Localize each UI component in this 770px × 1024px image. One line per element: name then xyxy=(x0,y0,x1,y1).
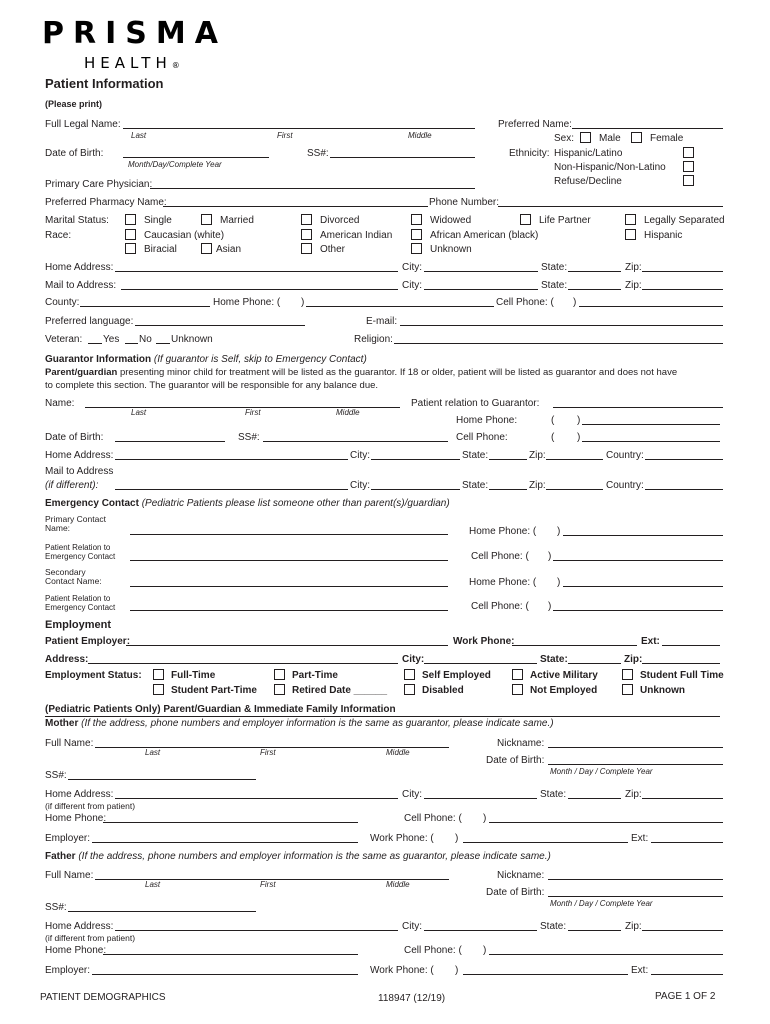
guarantor-relation-field[interactable] xyxy=(553,407,723,408)
guarantor-city-field[interactable] xyxy=(371,459,460,460)
preferred-name-label: Preferred Name: xyxy=(498,119,572,130)
primary-cell-phone-label: Cell Phone: ( xyxy=(471,551,529,562)
emergency-heading xyxy=(45,498,450,509)
secondary-relation-line1: Patient Relation to xyxy=(45,594,111,603)
pharmacy-field[interactable] xyxy=(163,206,428,207)
emergency-heading-text: Emergency Contact xyxy=(45,498,139,509)
footer-right: PAGE 1 OF 2 xyxy=(655,991,716,1002)
veteran-yes-label: Yes xyxy=(103,334,120,345)
work-phone-label: Work Phone: xyxy=(453,636,515,647)
employer-address-label: Address: xyxy=(45,654,89,665)
ethnicity-label: Ethnicity: xyxy=(509,148,550,159)
student-part-time-label: Student Part-Time xyxy=(171,685,257,696)
home-state-label: State: xyxy=(541,262,568,273)
guarantor-home-phone-paren-close: ) xyxy=(577,415,581,426)
home-phone-paren: ) xyxy=(301,297,305,308)
full-legal-name-field[interactable] xyxy=(123,128,475,129)
home-phone-label: Home Phone: ( xyxy=(213,297,281,308)
veteran-unknown-label: Unknown xyxy=(171,334,213,345)
ext-label: Ext: xyxy=(641,636,660,647)
father-dob-label: Date of Birth: xyxy=(486,887,545,898)
primary-contact-line2: Name: xyxy=(45,523,71,533)
non-hispanic-label: Non-Hispanic/Non-Latino xyxy=(554,162,666,173)
father-ss-label: SS#: xyxy=(45,902,67,913)
religion-label: Religion: xyxy=(354,334,393,345)
mother-home-address-label: Home Address: xyxy=(45,789,114,800)
father-full-name-label: Full Name: xyxy=(45,870,94,881)
retired-checkbox[interactable] xyxy=(274,684,285,695)
guarantor-mail-country-label: Country: xyxy=(606,480,644,491)
hispanic-race-label: Hispanic xyxy=(644,230,683,241)
mother-middle-caption: Middle xyxy=(386,748,410,757)
footer-center: 118947 (12/19) xyxy=(378,993,446,1004)
father-if-different-label: (if different from patient) xyxy=(45,933,136,943)
single-label: Single xyxy=(144,215,172,226)
guarantor-mail-country-field[interactable] xyxy=(645,489,723,490)
secondary-home-phone-paren: ) xyxy=(557,577,561,588)
widowed-label: Widowed xyxy=(430,215,472,226)
pediatric-heading: (Pediatric Patients Only) Parent/Guardian & Immediate Family Information xyxy=(45,704,396,715)
phone-number-field[interactable] xyxy=(498,206,723,207)
mail-city-field[interactable] xyxy=(424,289,538,290)
father-first-caption: First xyxy=(260,880,276,889)
mother-heading-text: Mother xyxy=(45,718,79,729)
guarantor-heading-text: Guarantor Information xyxy=(45,354,152,365)
primary-home-phone-paren: ) xyxy=(557,526,561,537)
guarantor-home-phone-paren-open: ( xyxy=(551,415,555,426)
primary-home-phone-field[interactable] xyxy=(563,535,723,536)
hispanic-race-checkbox[interactable] xyxy=(625,229,636,240)
guarantor-heading-note: (If guarantor is Self, skip to Emergency Contact) xyxy=(153,354,367,365)
unknown-employment-label: Unknown xyxy=(640,685,685,696)
dob-caption: Month/Day/Complete Year xyxy=(128,160,222,169)
veteran-label: Veteran: xyxy=(45,334,83,345)
primary-relation-field[interactable] xyxy=(130,560,448,561)
guarantor-mail-state-label: State: xyxy=(462,480,489,491)
secondary-contact-field[interactable] xyxy=(130,586,448,587)
primary-contact-label xyxy=(45,515,106,533)
single-checkbox[interactable] xyxy=(125,214,136,225)
secondary-home-phone-field[interactable] xyxy=(563,586,723,587)
home-city-field[interactable] xyxy=(424,271,538,272)
unknown-race-checkbox[interactable] xyxy=(411,243,422,254)
mother-zip-label: Zip: xyxy=(625,789,642,800)
guarantor-middle-caption: Middle xyxy=(336,408,360,417)
secondary-contact-line1: Secondary xyxy=(45,567,86,577)
full-time-checkbox[interactable] xyxy=(153,669,164,680)
mother-work-phone-paren: ) xyxy=(455,833,459,844)
pharmacy-label: Preferred Pharmacy Name: xyxy=(45,197,167,208)
email-field[interactable] xyxy=(400,325,723,326)
american-indian-checkbox[interactable] xyxy=(301,229,312,240)
father-home-address-field[interactable] xyxy=(115,930,398,931)
guarantor-home-phone-label: Home Phone: xyxy=(456,415,518,426)
please-print: (Please print) xyxy=(45,99,103,109)
guarantor-state-label: State: xyxy=(462,450,489,461)
parent-guardian-bold: Parent/guardian xyxy=(45,367,118,378)
father-home-address-label: Home Address: xyxy=(45,921,114,932)
veteran-unknown-field[interactable] xyxy=(156,343,170,344)
full-legal-name-label: Full Legal Name: xyxy=(45,119,121,130)
father-heading-note: (If the address, phone numbers and employer information is the same as guarantor, please indicate same.) xyxy=(78,851,551,862)
secondary-home-phone-label: Home Phone: ( xyxy=(469,577,537,588)
mail-zip-field[interactable] xyxy=(642,289,723,290)
employment-heading: Employment xyxy=(45,619,112,631)
married-label: Married xyxy=(220,215,254,226)
guarantor-cell-phone-field[interactable] xyxy=(582,441,720,442)
disabled-label: Disabled xyxy=(422,685,464,696)
mail-to-field[interactable] xyxy=(121,289,398,290)
mother-home-phone-label: Home Phone: xyxy=(45,813,107,824)
guarantor-country-field[interactable] xyxy=(645,459,723,460)
pcp-field[interactable] xyxy=(150,188,475,189)
veteran-no-field[interactable] xyxy=(125,343,138,344)
sex-label: Sex: xyxy=(554,133,575,144)
employer-zip-label: Zip: xyxy=(624,654,643,665)
mother-state-label: State: xyxy=(540,789,567,800)
employer-field[interactable] xyxy=(126,645,448,646)
secondary-relation-line2: Emergency Contact xyxy=(45,603,116,612)
veteran-yes-field[interactable] xyxy=(88,343,102,344)
county-field[interactable] xyxy=(80,306,210,307)
dob-field[interactable] xyxy=(123,157,269,158)
guarantor-home-address-field[interactable] xyxy=(115,459,348,460)
mother-dob-field[interactable] xyxy=(548,764,723,765)
asian-label: Asian xyxy=(216,244,242,255)
guarantor-dob-label: Date of Birth: xyxy=(45,432,104,443)
home-zip-label: Zip: xyxy=(625,262,642,273)
mother-ss-field[interactable] xyxy=(68,779,256,780)
marital-status-label: Marital Status: xyxy=(45,215,109,226)
mother-full-name-label: Full Name: xyxy=(45,738,94,749)
home-zip-field[interactable] xyxy=(642,271,723,272)
mother-state-field[interactable] xyxy=(568,798,621,799)
mother-heading-note: (If the address, phone numbers and employer information is the same as guarantor, please indicate same.) xyxy=(81,718,554,729)
primary-relation-label xyxy=(45,543,115,561)
guarantor-text-2: to complete this section. The guarantor will be responsible for any balance due. xyxy=(45,380,379,391)
widowed-checkbox[interactable] xyxy=(411,214,422,225)
guarantor-country-label: Country: xyxy=(606,450,644,461)
secondary-cell-phone-field[interactable] xyxy=(553,610,723,611)
mother-cell-phone-field[interactable] xyxy=(489,822,723,823)
self-employed-label: Self Employed xyxy=(422,670,491,681)
divorced-checkbox[interactable] xyxy=(301,214,312,225)
legally-separated-checkbox[interactable] xyxy=(625,214,636,225)
phone-number-label: Phone Number: xyxy=(429,197,500,208)
active-military-label: Active Military xyxy=(530,670,598,681)
guarantor-text-1-body: presenting minor child for treatment will be listed as the guarantor. If 18 or older, patient will be listed as guarantor and does not have xyxy=(119,367,678,378)
secondary-contact-line2: Contact Name: xyxy=(45,576,102,586)
father-zip-field[interactable] xyxy=(642,930,723,931)
non-hispanic-checkbox[interactable] xyxy=(683,161,694,172)
home-address-field[interactable] xyxy=(115,271,398,272)
female-label: Female xyxy=(650,133,684,144)
mail-to-label: Mail to Address: xyxy=(45,280,117,291)
footer-left: PATIENT DEMOGRAPHICS xyxy=(40,992,166,1003)
father-heading xyxy=(45,851,551,862)
american-indian-label: American Indian xyxy=(320,230,393,241)
father-state-label: State: xyxy=(540,921,567,932)
married-checkbox[interactable] xyxy=(201,214,212,225)
life-partner-label: Life Partner xyxy=(539,215,591,226)
county-label: County: xyxy=(45,297,80,308)
first-caption: First xyxy=(277,131,293,140)
mother-nickname-field[interactable] xyxy=(548,747,723,748)
mother-last-caption: Last xyxy=(145,748,161,757)
student-part-time-checkbox[interactable] xyxy=(153,684,164,695)
father-work-phone-field[interactable] xyxy=(463,974,628,975)
home-state-field[interactable] xyxy=(568,271,621,272)
mother-home-phone-field[interactable] xyxy=(103,822,358,823)
ss-label: SS#: xyxy=(307,148,329,159)
mother-ext-field[interactable] xyxy=(651,842,723,843)
life-partner-checkbox[interactable] xyxy=(520,214,531,225)
refuse-label: Refuse/Decline xyxy=(554,176,622,187)
religion-field[interactable] xyxy=(394,343,723,344)
employment-status-label: Employment Status: xyxy=(45,670,142,681)
father-work-phone-paren: ) xyxy=(455,965,459,976)
hispanic-checkbox[interactable] xyxy=(683,147,694,158)
guarantor-home-address-label: Home Address: xyxy=(45,450,114,461)
guarantor-heading xyxy=(45,354,367,365)
mother-zip-field[interactable] xyxy=(642,798,723,799)
father-ext-label: Ext: xyxy=(631,965,649,976)
primary-home-phone-label: Home Phone: ( xyxy=(469,526,537,537)
father-dob-caption: Month / Day / Complete Year xyxy=(550,899,653,908)
logo-health-text: HEALTH xyxy=(84,54,172,72)
biracial-checkbox[interactable] xyxy=(125,243,136,254)
guarantor-mail-address-field[interactable] xyxy=(115,489,348,490)
unknown-race-label: Unknown xyxy=(430,244,472,255)
male-label: Male xyxy=(599,133,621,144)
primary-relation-line1: Patient Relation to xyxy=(45,543,111,552)
male-checkbox[interactable] xyxy=(580,132,591,143)
last-caption: Last xyxy=(131,131,147,140)
female-checkbox[interactable] xyxy=(631,132,642,143)
preferred-language-field[interactable] xyxy=(135,325,305,326)
primary-cell-phone-paren: ) xyxy=(548,551,552,562)
guarantor-if-different-label: (if different): xyxy=(45,480,99,491)
guarantor-mail-to-label: Mail to Address xyxy=(45,466,114,477)
biracial-label: Biracial xyxy=(144,244,177,255)
guarantor-zip-field[interactable] xyxy=(546,459,603,460)
guarantor-text-1 xyxy=(45,367,677,378)
father-heading-text: Father xyxy=(45,851,76,862)
cell-phone-label: Cell Phone: ( xyxy=(496,297,554,308)
employer-zip-field[interactable] xyxy=(642,663,720,664)
father-cell-phone-field[interactable] xyxy=(489,954,723,955)
father-nickname-field[interactable] xyxy=(548,879,723,880)
father-home-phone-label: Home Phone: xyxy=(45,945,107,956)
mother-if-different-label: (if different from patient) xyxy=(45,801,136,811)
mother-employer-field[interactable] xyxy=(92,842,358,843)
not-employed-checkbox[interactable] xyxy=(512,684,523,695)
secondary-relation-field[interactable] xyxy=(130,610,448,611)
mother-home-address-field[interactable] xyxy=(115,798,398,799)
primary-contact-line1: Primary Contact xyxy=(45,514,106,524)
emergency-heading-note: (Pediatric Patients please list someone other than parent(s)/guardian) xyxy=(141,498,450,509)
divorced-label: Divorced xyxy=(320,215,360,226)
guarantor-cell-phone-label: Cell Phone: xyxy=(456,432,508,443)
not-employed-label: Not Employed xyxy=(530,685,598,696)
secondary-relation-label xyxy=(45,594,115,612)
mail-zip-label: Zip: xyxy=(625,280,642,291)
father-ss-field[interactable] xyxy=(68,911,256,912)
mother-first-caption: First xyxy=(260,748,276,757)
ext-field[interactable] xyxy=(662,645,720,646)
guarantor-city-label: City: xyxy=(350,450,370,461)
registered-mark: ® xyxy=(171,61,180,70)
guarantor-first-caption: First xyxy=(245,408,261,417)
hispanic-label: Hispanic/Latino xyxy=(554,148,623,159)
logo-health xyxy=(84,54,180,72)
ss-field[interactable] xyxy=(330,157,475,158)
employer-city-label: City: xyxy=(402,654,425,665)
logo-prisma: PRISMA xyxy=(42,16,227,51)
father-ext-field[interactable] xyxy=(651,974,723,975)
work-phone-field[interactable] xyxy=(512,645,637,646)
employer-state-field[interactable] xyxy=(568,663,621,664)
part-time-label: Part-Time xyxy=(292,670,338,681)
father-middle-caption: Middle xyxy=(386,880,410,889)
father-last-caption: Last xyxy=(145,880,161,889)
middle-caption: Middle xyxy=(408,131,432,140)
mother-work-phone-label: Work Phone: ( xyxy=(370,833,434,844)
asian-checkbox[interactable] xyxy=(201,243,212,254)
preferred-name-field[interactable] xyxy=(572,128,723,129)
home-city-label: City: xyxy=(402,262,422,273)
employer-address-field[interactable] xyxy=(88,663,398,664)
home-phone-field[interactable] xyxy=(306,306,494,307)
father-employer-label: Employer: xyxy=(45,965,91,976)
full-time-label: Full-Time xyxy=(171,670,216,681)
student-full-time-label: Student Full Time xyxy=(640,670,724,681)
father-zip-label: Zip: xyxy=(625,921,642,932)
father-work-phone-label: Work Phone: ( xyxy=(370,965,434,976)
african-american-checkbox[interactable] xyxy=(411,229,422,240)
father-employer-field[interactable] xyxy=(92,974,358,975)
secondary-cell-phone-paren: ) xyxy=(548,601,552,612)
secondary-contact-label xyxy=(45,568,102,586)
caucasian-label: Caucasian (white) xyxy=(144,230,225,241)
primary-cell-phone-field[interactable] xyxy=(553,560,723,561)
other-label: Other xyxy=(320,244,346,255)
mother-ext-label: Ext: xyxy=(631,833,649,844)
guarantor-mail-city-field[interactable] xyxy=(371,489,460,490)
mail-state-field[interactable] xyxy=(568,289,621,290)
unknown-employment-checkbox[interactable] xyxy=(622,684,633,695)
employer-state-label: State: xyxy=(540,654,568,665)
mail-state-label: State: xyxy=(541,280,568,291)
caucasian-checkbox[interactable] xyxy=(125,229,136,240)
father-cell-phone-paren: ) xyxy=(483,945,487,956)
mail-city-label: City: xyxy=(402,280,422,291)
veteran-no-label: No xyxy=(139,334,152,345)
pediatric-divider xyxy=(45,716,720,717)
primary-contact-field[interactable] xyxy=(130,534,448,535)
race-label: Race: xyxy=(45,230,72,241)
employer-label: Patient Employer: xyxy=(45,636,131,647)
father-home-phone-field[interactable] xyxy=(103,954,358,955)
guarantor-ss-field[interactable] xyxy=(263,441,448,442)
self-employed-checkbox[interactable] xyxy=(404,669,415,680)
mother-city-field[interactable] xyxy=(424,798,537,799)
page-title: Patient Information xyxy=(45,76,164,91)
student-full-time-checkbox[interactable] xyxy=(622,669,633,680)
guarantor-mail-zip-label: Zip: xyxy=(529,480,546,491)
guarantor-mail-state-field[interactable] xyxy=(489,489,527,490)
father-dob-field[interactable] xyxy=(548,896,723,897)
father-state-field[interactable] xyxy=(568,930,621,931)
guarantor-ss-label: SS#: xyxy=(238,432,260,443)
email-label: E-mail: xyxy=(366,316,398,327)
guarantor-mail-zip-field[interactable] xyxy=(546,489,603,490)
guarantor-mail-city-label: City: xyxy=(350,480,370,491)
mother-work-phone-field[interactable] xyxy=(463,842,628,843)
disabled-checkbox[interactable] xyxy=(404,684,415,695)
active-military-checkbox[interactable] xyxy=(512,669,523,680)
legally-separated-label: Legally Separated xyxy=(644,215,725,226)
mother-cell-phone-paren: ) xyxy=(483,813,487,824)
secondary-cell-phone-label: Cell Phone: ( xyxy=(471,601,529,612)
guarantor-home-phone-field[interactable] xyxy=(582,424,720,425)
african-american-label: African American (black) xyxy=(430,230,539,241)
guarantor-relation-label: Patient relation to Guarantor: xyxy=(411,398,540,409)
cell-phone-paren: ) xyxy=(573,297,577,308)
guarantor-dob-field[interactable] xyxy=(115,441,225,442)
retired-date-label: Retired Date ______ xyxy=(292,685,388,696)
father-city-field[interactable] xyxy=(424,930,537,931)
mother-nickname-label: Nickname: xyxy=(497,738,545,749)
guarantor-zip-label: Zip: xyxy=(529,450,546,461)
guarantor-cell-phone-paren-close: ) xyxy=(577,432,581,443)
father-nickname-label: Nickname: xyxy=(497,870,545,881)
preferred-language-label: Preferred language: xyxy=(45,316,134,327)
mother-dob-caption: Month / Day / Complete Year xyxy=(550,767,653,776)
guarantor-name-label: Name: xyxy=(45,398,75,409)
refuse-checkbox[interactable] xyxy=(683,175,694,186)
part-time-checkbox[interactable] xyxy=(274,669,285,680)
primary-relation-line2: Emergency Contact xyxy=(45,552,116,561)
pcp-label: Primary Care Physician: xyxy=(45,179,153,190)
guarantor-cell-phone-paren-open: ( xyxy=(551,432,555,443)
mother-city-label: City: xyxy=(402,789,422,800)
father-cell-phone-label: Cell Phone: ( xyxy=(404,945,462,956)
mother-cell-phone-label: Cell Phone: ( xyxy=(404,813,462,824)
dob-label: Date of Birth: xyxy=(45,148,104,159)
mother-ss-label: SS#: xyxy=(45,770,67,781)
home-address-label: Home Address: xyxy=(45,262,114,273)
guarantor-state-field[interactable] xyxy=(489,459,527,460)
mother-heading xyxy=(45,718,554,729)
employer-city-field[interactable] xyxy=(424,663,537,664)
guarantor-last-caption: Last xyxy=(131,408,147,417)
mother-employer-label: Employer: xyxy=(45,833,91,844)
cell-phone-field[interactable] xyxy=(579,306,723,307)
other-checkbox[interactable] xyxy=(301,243,312,254)
father-city-label: City: xyxy=(402,921,422,932)
mother-dob-label: Date of Birth: xyxy=(486,755,545,766)
